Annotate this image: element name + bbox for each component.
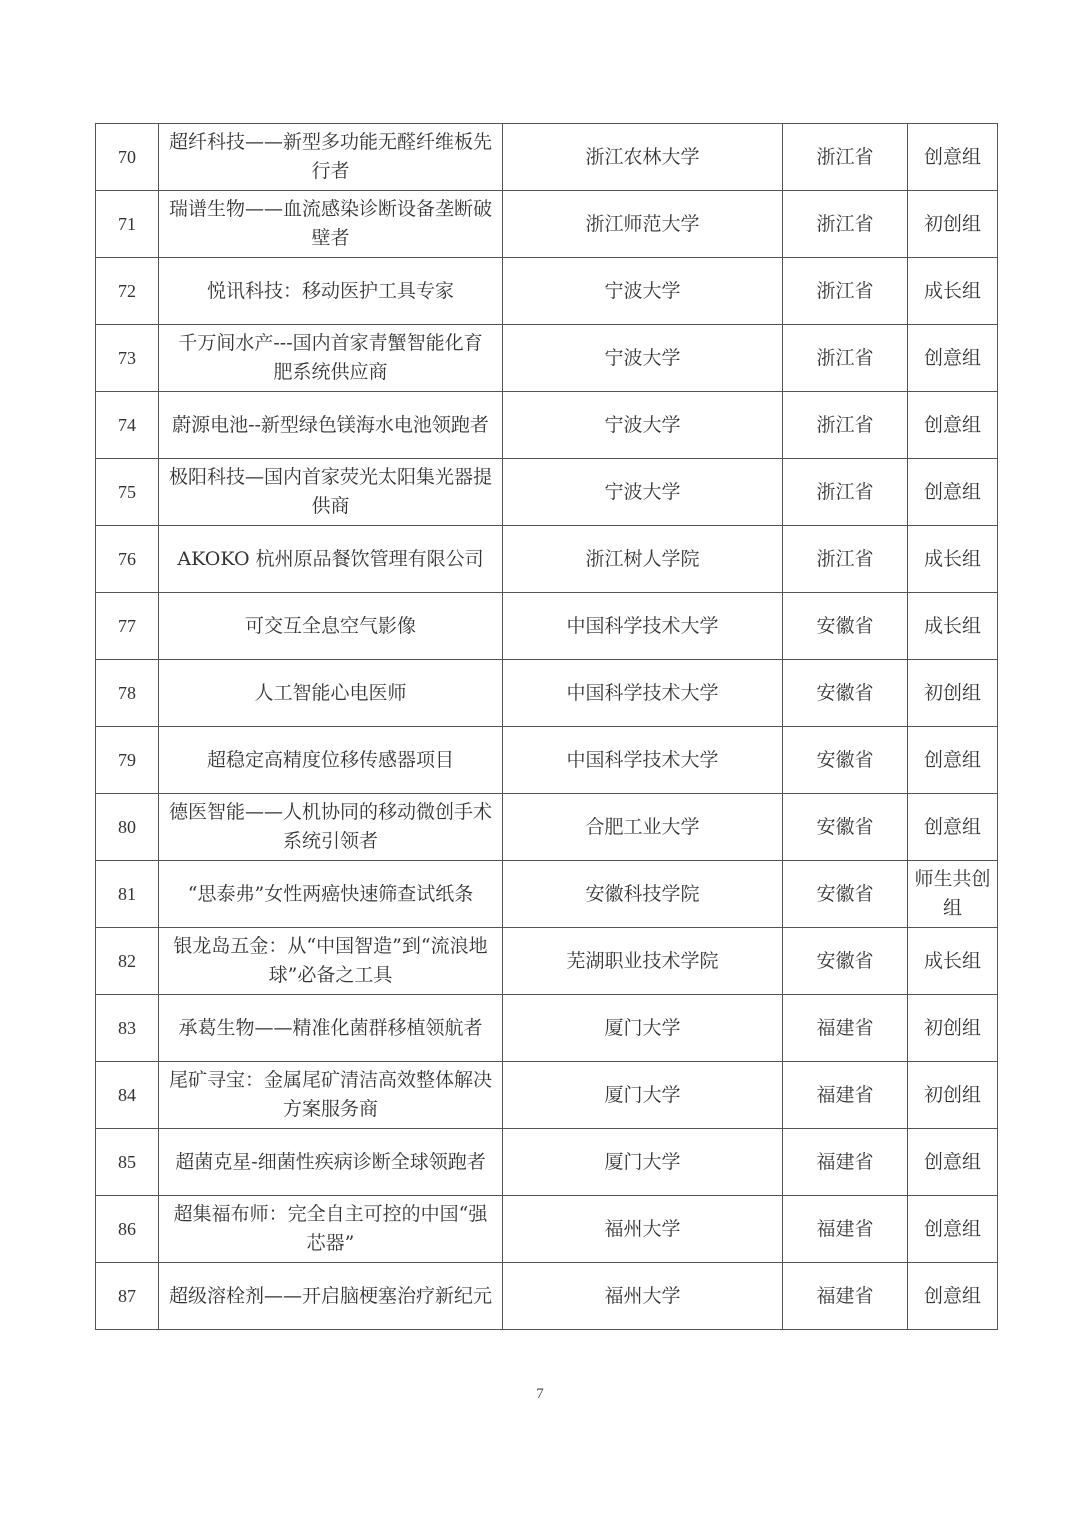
table-row xyxy=(96,593,998,660)
row-number-cell: 85 xyxy=(96,1129,159,1196)
project-name-cell: 承葛生物——精准化菌群移植领航者 xyxy=(159,995,503,1062)
school-cell: 厦门大学 xyxy=(503,1129,783,1196)
row-number-cell: 84 xyxy=(96,1062,159,1129)
table-row xyxy=(96,191,998,258)
province-cell: 安徽省 xyxy=(783,593,908,660)
project-name-cell: 超稳定高精度位移传感器项目 xyxy=(159,727,503,794)
province-cell: 浙江省 xyxy=(783,526,908,593)
school-cell: 浙江师范大学 xyxy=(503,191,783,258)
school-cell: 浙江农林大学 xyxy=(503,124,783,191)
province-cell: 安徽省 xyxy=(783,928,908,995)
project-name-cell: 超集福布师：完全自主可控的中国“强芯器” xyxy=(159,1196,503,1263)
project-name-cell: 超菌克星-细菌性疾病诊断全球领跑者 xyxy=(159,1129,503,1196)
row-number-cell: 74 xyxy=(96,392,159,459)
group-cell: 初创组 xyxy=(908,995,998,1062)
group-cell: 创意组 xyxy=(908,124,998,191)
school-cell: 福州大学 xyxy=(503,1196,783,1263)
page-number: 7 xyxy=(536,1386,544,1402)
table-row xyxy=(96,124,998,191)
group-cell: 创意组 xyxy=(908,459,998,526)
table-body xyxy=(96,124,998,1330)
project-name-cell: 千万间水产---国内首家青蟹智能化育肥系统供应商 xyxy=(159,325,503,392)
school-cell: 福州大学 xyxy=(503,1263,783,1330)
school-cell: 宁波大学 xyxy=(503,392,783,459)
row-number-cell: 73 xyxy=(96,325,159,392)
project-name-cell: “思泰弗”女性两癌快速筛查试纸条 xyxy=(159,861,503,928)
group-cell: 成长组 xyxy=(908,928,998,995)
project-name-cell: 银龙岛五金：从“中国智造”到“流浪地球”必备之工具 xyxy=(159,928,503,995)
row-number-cell: 71 xyxy=(96,191,159,258)
group-cell: 创意组 xyxy=(908,1129,998,1196)
school-cell: 中国科学技术大学 xyxy=(503,727,783,794)
group-cell: 成长组 xyxy=(908,526,998,593)
school-cell: 厦门大学 xyxy=(503,1062,783,1129)
table-row xyxy=(96,1062,998,1129)
table-row xyxy=(96,325,998,392)
province-cell: 福建省 xyxy=(783,1196,908,1263)
school-cell: 厦门大学 xyxy=(503,995,783,1062)
province-cell: 福建省 xyxy=(783,995,908,1062)
project-name-cell: 德医智能——人机协同的移动微创手术系统引领者 xyxy=(159,794,503,861)
row-number-cell: 78 xyxy=(96,660,159,727)
project-name-cell: 极阳科技—国内首家荧光太阳集光器提供商 xyxy=(159,459,503,526)
table-row xyxy=(96,459,998,526)
table-row xyxy=(96,1196,998,1263)
school-cell: 宁波大学 xyxy=(503,325,783,392)
province-cell: 安徽省 xyxy=(783,727,908,794)
school-cell: 安徽科技学院 xyxy=(503,861,783,928)
group-cell: 创意组 xyxy=(908,1263,998,1330)
group-cell: 初创组 xyxy=(908,191,998,258)
row-number-cell: 80 xyxy=(96,794,159,861)
province-cell: 浙江省 xyxy=(783,459,908,526)
project-name-cell: 超级溶栓剂——开启脑梗塞治疗新纪元 xyxy=(159,1263,503,1330)
table-row xyxy=(96,794,998,861)
table-row xyxy=(96,392,998,459)
group-cell: 初创组 xyxy=(908,660,998,727)
province-cell: 安徽省 xyxy=(783,861,908,928)
group-cell: 创意组 xyxy=(908,392,998,459)
row-number-cell: 77 xyxy=(96,593,159,660)
province-cell: 浙江省 xyxy=(783,325,908,392)
school-cell: 合肥工业大学 xyxy=(503,794,783,861)
project-name-cell: 人工智能心电医师 xyxy=(159,660,503,727)
table-row xyxy=(96,727,998,794)
row-number-cell: 86 xyxy=(96,1196,159,1263)
row-number-cell: 70 xyxy=(96,124,159,191)
group-cell: 成长组 xyxy=(908,258,998,325)
group-cell: 师生共创组 xyxy=(908,861,998,928)
project-name-cell: AKOKO 杭州原品餐饮管理有限公司 xyxy=(159,526,503,593)
school-cell: 宁波大学 xyxy=(503,258,783,325)
project-name-cell: 蔚源电池--新型绿色镁海水电池领跑者 xyxy=(159,392,503,459)
province-cell: 浙江省 xyxy=(783,124,908,191)
row-number-cell: 83 xyxy=(96,995,159,1062)
province-cell: 福建省 xyxy=(783,1263,908,1330)
row-number-cell: 76 xyxy=(96,526,159,593)
row-number-cell: 79 xyxy=(96,727,159,794)
project-name-cell: 尾矿寻宝：金属尾矿清洁高效整体解决方案服务商 xyxy=(159,1062,503,1129)
school-cell: 宁波大学 xyxy=(503,459,783,526)
province-cell: 安徽省 xyxy=(783,794,908,861)
table-row xyxy=(96,995,998,1062)
group-cell: 创意组 xyxy=(908,1196,998,1263)
school-cell: 中国科学技术大学 xyxy=(503,593,783,660)
project-name-cell: 悦讯科技：移动医护工具专家 xyxy=(159,258,503,325)
row-number-cell: 75 xyxy=(96,459,159,526)
row-number-cell: 87 xyxy=(96,1263,159,1330)
group-cell: 成长组 xyxy=(908,593,998,660)
table-row xyxy=(96,861,998,928)
province-cell: 浙江省 xyxy=(783,392,908,459)
project-name-cell: 超纤科技——新型多功能无醛纤维板先行者 xyxy=(159,124,503,191)
province-cell: 福建省 xyxy=(783,1129,908,1196)
province-cell: 福建省 xyxy=(783,1062,908,1129)
table-row xyxy=(96,660,998,727)
project-name-cell: 可交互全息空气影像 xyxy=(159,593,503,660)
table-row xyxy=(96,928,998,995)
group-cell: 创意组 xyxy=(908,727,998,794)
table-row xyxy=(96,258,998,325)
table-row xyxy=(96,1129,998,1196)
project-name-cell: 瑞谱生物——血流感染诊断设备垄断破壁者 xyxy=(159,191,503,258)
table-row xyxy=(96,526,998,593)
row-number-cell: 82 xyxy=(96,928,159,995)
school-cell: 浙江树人学院 xyxy=(503,526,783,593)
province-cell: 安徽省 xyxy=(783,660,908,727)
school-cell: 中国科学技术大学 xyxy=(503,660,783,727)
province-cell: 浙江省 xyxy=(783,191,908,258)
group-cell: 创意组 xyxy=(908,794,998,861)
group-cell: 创意组 xyxy=(908,325,998,392)
row-number-cell: 81 xyxy=(96,861,159,928)
group-cell: 初创组 xyxy=(908,1062,998,1129)
province-cell: 浙江省 xyxy=(783,258,908,325)
table-row xyxy=(96,1263,998,1330)
project-list-table xyxy=(95,123,998,1330)
school-cell: 芜湖职业技术学院 xyxy=(503,928,783,995)
row-number-cell: 72 xyxy=(96,258,159,325)
